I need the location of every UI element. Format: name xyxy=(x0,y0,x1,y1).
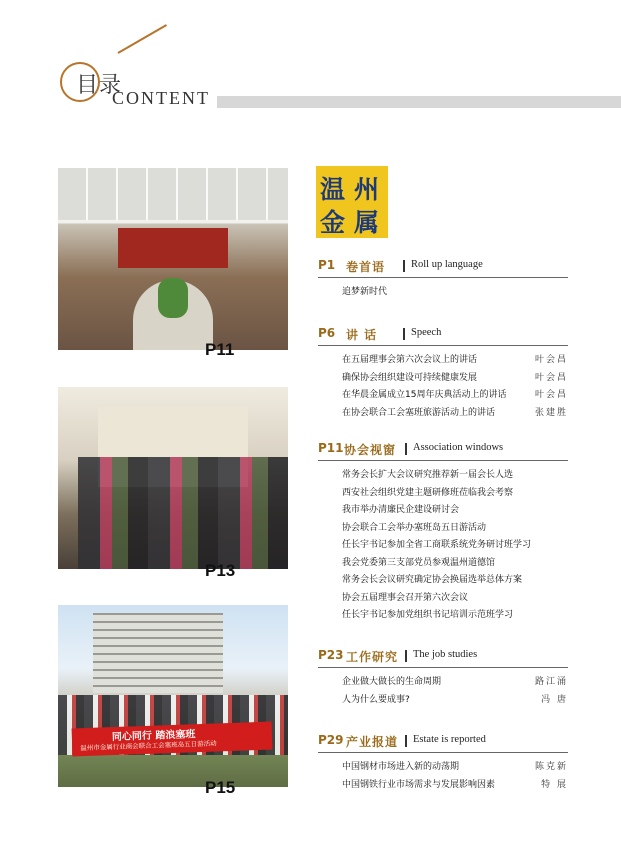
toc-item-title: 协会五届理事会召开第六次会议 xyxy=(342,592,469,603)
section-page: P11 xyxy=(318,441,344,455)
toc-item-title: 协会联合工会举办塞班岛五日游活动 xyxy=(342,522,487,533)
banner-sub-text: 温州市金属行业商会联合工会塞班岛五日游活动 xyxy=(80,739,217,753)
toc-item[interactable] xyxy=(342,572,568,590)
photo-label-p15: P15 xyxy=(205,778,236,797)
toc-item[interactable] xyxy=(342,405,568,423)
toc-item[interactable] xyxy=(342,590,568,608)
toc-item-author: 叶会昌 xyxy=(534,372,568,383)
wenzhou-metal-logo xyxy=(316,166,388,238)
photo-red-wall xyxy=(118,228,228,268)
section-title-en: Speech xyxy=(411,327,442,338)
header-title-cn: 目录 xyxy=(76,73,123,98)
section-items xyxy=(342,352,568,422)
section-heading xyxy=(318,648,568,666)
section-items xyxy=(342,759,568,794)
toc-item-title: 中国钢铁行业市场需求与发展影响因素 xyxy=(342,779,496,790)
toc-item-title: 人为什么要成事? xyxy=(342,694,410,705)
section-title: 产业报道 xyxy=(346,735,399,749)
toc-item-author: 特 展 xyxy=(541,779,568,790)
toc-item-title: 我会党委第三支部党员参观温州道德馆 xyxy=(342,557,496,568)
logo-char: 州 xyxy=(354,175,380,204)
toc-item-title: 在华晨金属成立15周年庆典活动上的讲话 xyxy=(342,390,507,400)
section-divider xyxy=(405,443,407,455)
toc-item[interactable] xyxy=(342,759,568,777)
section-p6 xyxy=(318,326,568,418)
toc-item-title: 西安社会组织党建主题研修班莅临我会考察 xyxy=(342,487,514,498)
section-p29 xyxy=(318,733,568,790)
toc-item-author: 陈克新 xyxy=(534,762,568,772)
section-page: P6 xyxy=(318,326,336,340)
section-p1 xyxy=(318,258,568,297)
section-heading xyxy=(318,258,568,276)
toc-item[interactable] xyxy=(342,555,568,573)
photo-plants xyxy=(158,278,188,318)
toc-item[interactable] xyxy=(342,674,568,692)
toc-item-title: 在五届理事会第六次会议上的讲话 xyxy=(342,355,478,365)
section-rule xyxy=(318,345,568,346)
toc-item-author: 路江涌 xyxy=(534,677,568,687)
section-title-en: Association windows xyxy=(413,442,504,453)
toc-item[interactable] xyxy=(342,777,568,795)
section-p11 xyxy=(318,441,568,620)
section-rule xyxy=(318,667,568,668)
toc-item-title: 中国钢材市场进入新的动荡期 xyxy=(342,762,460,772)
section-divider xyxy=(405,735,407,747)
toc-item[interactable] xyxy=(342,370,568,388)
section-title: 协会视窗 xyxy=(344,443,397,457)
toc-item-author: 叶会昌 xyxy=(534,355,568,365)
toc-item[interactable] xyxy=(342,692,568,710)
toc-item-title: 常务会长会议研究确定协会换届选举总体方案 xyxy=(342,575,523,585)
section-items xyxy=(342,467,568,625)
toc-item[interactable] xyxy=(342,387,568,405)
toc-item[interactable] xyxy=(342,537,568,555)
section-page: P1 xyxy=(318,258,336,272)
section-title: 工作研究 xyxy=(346,650,399,664)
toc-item[interactable] xyxy=(342,607,568,625)
page-header xyxy=(0,0,621,130)
header-gray-bar xyxy=(217,96,621,108)
logo-char: 温 xyxy=(320,175,346,204)
section-rule xyxy=(318,752,568,753)
toc-item[interactable] xyxy=(342,485,568,503)
toc-item[interactable] xyxy=(342,352,568,370)
header-title-en: CONTENT xyxy=(112,88,210,108)
meeting-photo xyxy=(58,168,288,350)
section-heading xyxy=(318,733,568,751)
toc-item-author: 冯 唐 xyxy=(541,694,568,705)
section-items xyxy=(342,284,568,302)
banner-main-text: 同心同行 踏浪塞班 xyxy=(111,729,196,744)
section-page: P23 xyxy=(318,648,344,662)
section-page: P29 xyxy=(318,733,344,747)
toc-item[interactable] xyxy=(342,467,568,485)
section-p23 xyxy=(318,648,568,705)
section-title-en: Roll up language xyxy=(411,259,483,270)
toc-item-title: 任长宇书记参加全省工商联系统党务研讨班学习 xyxy=(342,540,532,550)
toc-item-title: 在协会联合工会塞班旅游活动上的讲话 xyxy=(342,407,496,418)
toc-item-title: 我市举办清廉民企建设研讨会 xyxy=(342,505,460,515)
photo-label-p13: P13 xyxy=(205,561,236,580)
logo-char: 属 xyxy=(354,208,380,237)
photo-label-p11: P11 xyxy=(205,340,235,359)
toc-item-title: 任长宇书记参加党组织书记培训示范班学习 xyxy=(342,610,514,620)
photo-visitors xyxy=(78,457,288,569)
header-stroke-decoration xyxy=(118,24,167,54)
photo-hotel-building xyxy=(93,613,223,693)
section-title: 卷首语 xyxy=(346,260,386,274)
visit-photo xyxy=(58,387,288,569)
section-divider xyxy=(405,650,407,662)
section-title-en: Estate is reported xyxy=(413,734,486,745)
logo-char: 金 xyxy=(320,208,346,237)
group-photo xyxy=(58,605,288,787)
section-divider xyxy=(403,328,405,340)
section-heading xyxy=(318,441,568,459)
toc-item[interactable] xyxy=(342,502,568,520)
toc-item-title: 追梦新时代 xyxy=(342,287,388,297)
section-divider xyxy=(403,260,405,272)
section-items xyxy=(342,674,568,709)
section-title: 讲 话 xyxy=(346,328,378,342)
toc-item-author: 叶会昌 xyxy=(534,390,568,400)
section-title-en: The job studies xyxy=(413,649,478,660)
toc-item[interactable] xyxy=(342,284,568,302)
toc-item-title: 常务会长扩大会议研究推荐新一届会长人选 xyxy=(342,470,514,480)
photo-ceiling xyxy=(58,168,288,220)
section-rule xyxy=(318,460,568,461)
toc-item-author: 张建胜 xyxy=(534,407,568,418)
toc-item[interactable] xyxy=(342,520,568,538)
section-heading xyxy=(318,326,568,344)
toc-item-title: 确保协会组织建设可持续健康发展 xyxy=(342,372,478,383)
toc-item-title: 企业做大做长的生命周期 xyxy=(342,677,442,687)
section-rule xyxy=(318,277,568,278)
